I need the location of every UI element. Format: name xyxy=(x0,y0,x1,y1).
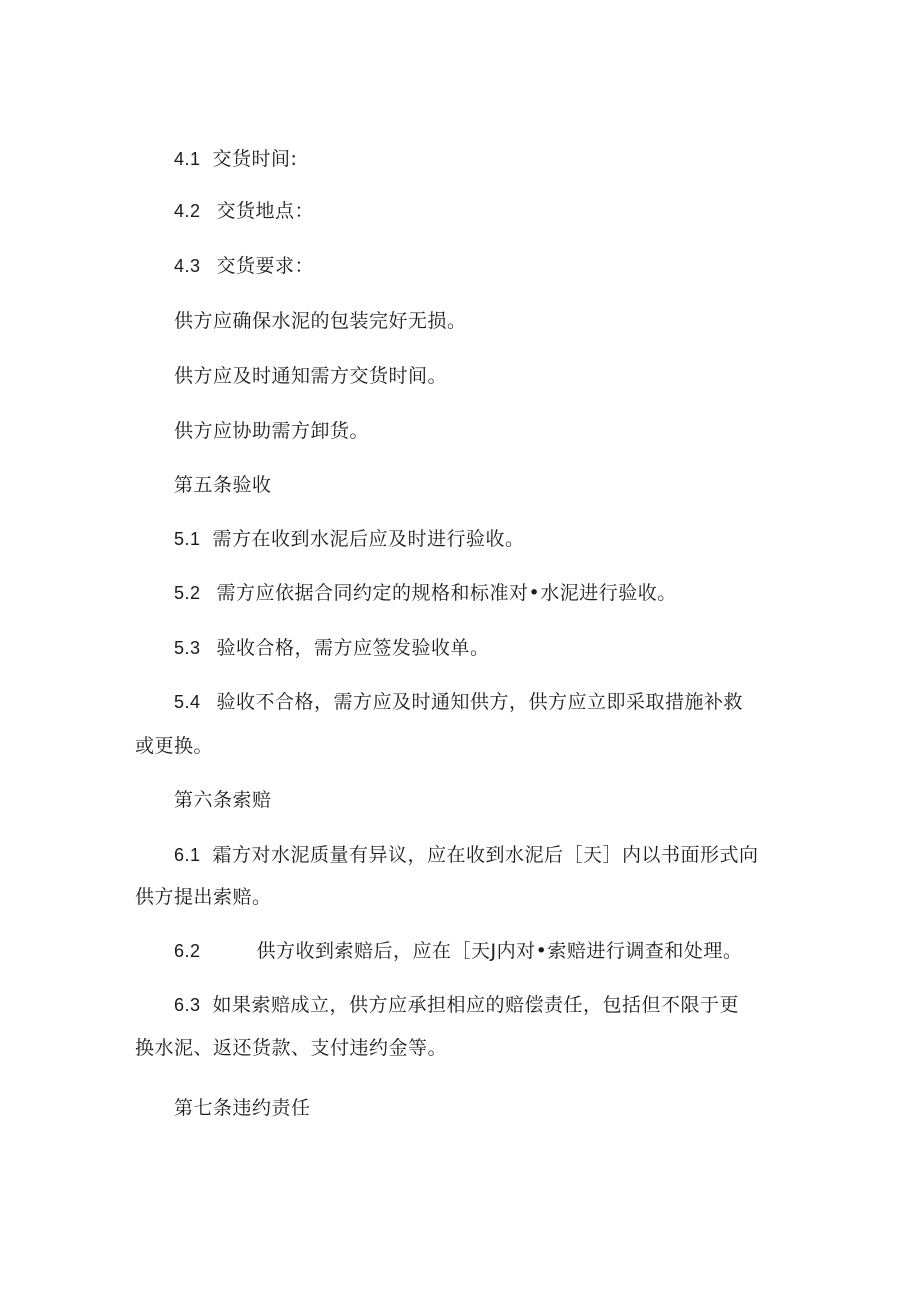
section-heading-6 xyxy=(174,788,272,812)
section-heading-text: 第五条验收 xyxy=(174,474,272,496)
clause-number: 5.1 xyxy=(174,529,201,549)
clause-number: 5.2 xyxy=(174,583,201,603)
clause-5-1 xyxy=(174,527,525,551)
section-heading-text: 第六条索赔 xyxy=(174,789,272,811)
clause-text: 需方在收到水泥后应及时进行验收。 xyxy=(212,528,525,550)
clause-text: 验收不合格，需方应及时通知供方，供方应立即采取措施补救 xyxy=(216,691,744,713)
section-heading-7 xyxy=(174,1096,311,1120)
clause-text: 换水泥、返还货款、支付违约金等。 xyxy=(135,1037,448,1059)
clause-5-4-continued xyxy=(135,734,213,758)
paragraph-text: 供方应确保水泥的包装完好无损。 xyxy=(174,310,467,332)
section-heading-text: 第七条违约责任 xyxy=(174,1097,311,1119)
clause-text: 如果索赔成立，供方应承担相应的赔偿责任，包括但不限于更 xyxy=(212,994,740,1016)
paragraph-text: 供方应协助需方卸货。 xyxy=(174,420,370,442)
clause-number: 6.3 xyxy=(174,995,201,1015)
clause-5-4 xyxy=(174,690,743,714)
clause-text: 交货地点： xyxy=(216,200,315,222)
paragraph xyxy=(174,309,467,333)
clause-5-2 xyxy=(174,581,677,605)
clause-text: 交货时间: xyxy=(212,148,298,170)
clause-4-3 xyxy=(174,254,314,278)
clause-number: 4.2 xyxy=(174,201,201,221)
clause-6-2 xyxy=(174,939,742,963)
clause-text: 霜方对水泥质量有异议，应在收到水泥后［天］内以书面形式向 xyxy=(212,844,759,866)
clause-text: 或更换。 xyxy=(135,735,214,757)
section-heading-5 xyxy=(174,473,272,497)
clause-number: 5.4 xyxy=(174,692,201,712)
clause-6-3 xyxy=(174,993,739,1017)
clause-6-1 xyxy=(174,843,759,867)
paragraph-text: 供方应及时通知需方交货时间。 xyxy=(174,365,448,387)
clause-text: 供方提出索赔。 xyxy=(135,886,272,908)
clause-number: 4.3 xyxy=(174,256,201,276)
clause-text: 交货要求： xyxy=(216,255,315,277)
clause-text: 需方应依据合同约定的规格和标准对•水泥进行验收。 xyxy=(216,582,677,604)
clause-number: 4.1 xyxy=(174,149,201,169)
clause-6-1-continued xyxy=(135,885,272,909)
clause-text: 供方收到索赔后，应在［天J内对•索赔进行调查和处理。 xyxy=(256,940,743,962)
clause-4-1 xyxy=(174,147,297,171)
clause-6-3-continued xyxy=(135,1036,447,1060)
paragraph xyxy=(174,419,369,443)
clause-number: 5.3 xyxy=(174,638,201,658)
paragraph xyxy=(174,364,447,388)
clause-text: 验收合格，需方应签发验收单。 xyxy=(216,637,490,659)
clause-4-2 xyxy=(174,199,314,223)
clause-5-3 xyxy=(174,636,490,660)
clause-number: 6.1 xyxy=(174,845,201,865)
clause-number: 6.2 xyxy=(174,941,201,961)
